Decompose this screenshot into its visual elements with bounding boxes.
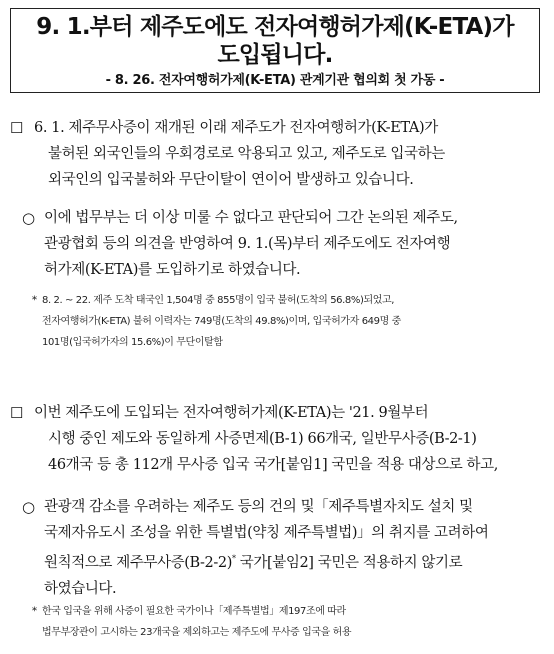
text-span: 원칙적으로 제주무사증(B-2-2) xyxy=(44,554,232,571)
text-line: 불허된 외국인들의 우회경로로 악용되고 있고, 제주도로 입국하는 xyxy=(48,146,445,162)
note-line: 101명(입국허가자의 15.6%)이 무단이탈함 xyxy=(42,337,223,348)
text-line: 국제자유도시 조성을 위한 특별법(약칭 제주특별법)」의 취지를 고려하여 xyxy=(44,525,489,541)
title-line-2: 도입됩니다. xyxy=(217,42,333,68)
text-line: 관광객 감소를 우려하는 제주도 등의 건의 및「제주특별자치도 설치 및 xyxy=(44,499,473,515)
asterisk-icon: * xyxy=(32,606,37,617)
square-bullet-icon: ☐ xyxy=(10,119,24,137)
text-line: 허가제(K-ETA)를 도입하기로 하였습니다. xyxy=(44,262,301,278)
note-line: 전자여행허가(K-ETA) 불허 이력자는 749명(도착의 49.8%)이며, 입국허가자 649명 중 xyxy=(42,316,401,327)
text-line: 관광협회 등의 의견을 반영하여 9. 1.(목)부터 제주도에도 전자여행 xyxy=(44,236,451,252)
note-line: 법무부장관이 고시하는 23개국을 제외하고는 제주도에 무사증 입국을 허용 xyxy=(42,627,352,638)
text-line: 6. 1. 제주무사증이 재개된 이래 제주도가 전자여행허가(K-ETA)가 xyxy=(34,120,438,136)
asterisk-icon: * xyxy=(32,295,37,306)
note-line: 한국 입국을 위해 사증이 필요한 국가이나「제주특별법」제197조에 따라 xyxy=(42,606,346,617)
note-line: 8. 2. ~ 22. 제주 도착 태국인 1,504명 중 855명이 입국 불허(도착의 56.8%)되었고, xyxy=(42,295,395,306)
paragraph-4 xyxy=(44,494,540,602)
circle-bullet-icon: ○ xyxy=(22,209,36,227)
text-span: 국가[붙임2] 국민은 적용하지 않기로 xyxy=(235,554,463,571)
text-line: 시행 중인 제도와 동일하게 사증면제(B-1) 66개국, 일반무사증(B-2-1) xyxy=(48,431,477,447)
square-bullet-icon: ☐ xyxy=(10,404,24,422)
text-line: 하였습니다. xyxy=(44,580,117,597)
paragraph-1 xyxy=(34,115,540,193)
title-line-1: 9. 1.부터 제주도에도 전자여행허가제(K-ETA)가 xyxy=(36,14,514,40)
circle-bullet-icon: ○ xyxy=(22,498,36,516)
footnote-1 xyxy=(42,290,540,353)
footnote-2 xyxy=(42,601,540,643)
footnote-mark: * xyxy=(231,554,236,563)
text-line: 이번 제주도에 도입되는 전자여행허가제(K-ETA)는 '21. 9월부터 xyxy=(34,405,429,421)
subtitle: - 8. 26. 전자여행허가제(K-ETA) 관계기관 협의회 첫 가동 - xyxy=(105,73,445,88)
paragraph-2 xyxy=(44,205,540,283)
text-line: 46개국 등 총 112개 무사증 입국 국가[붙임1] 국민을 적용 대상으로 하고, xyxy=(48,457,498,473)
title-box xyxy=(10,8,540,93)
paragraph-3 xyxy=(34,400,540,478)
text-line xyxy=(44,546,540,576)
text-line: 이에 법무부는 더 이상 미룰 수 없다고 판단되어 그간 논의된 제주도, xyxy=(44,210,458,226)
text-line: 외국인의 입국불허와 무단이탈이 연이어 발생하고 있습니다. xyxy=(48,172,414,188)
